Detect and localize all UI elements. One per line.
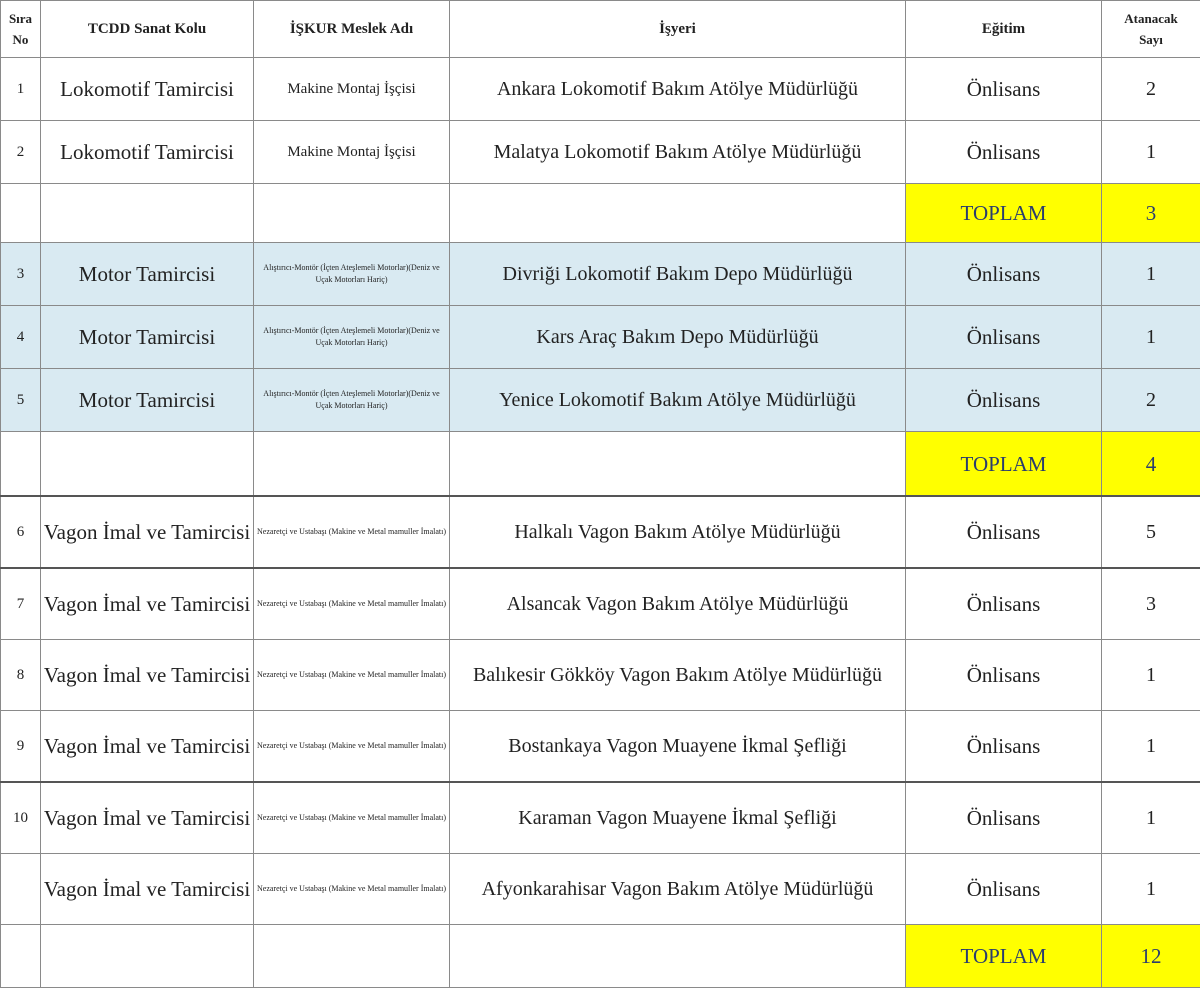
row-sanat-kolu: Vagon İmal ve Tamircisi xyxy=(41,782,254,854)
row-meslek-adi: Nezaretçi ve Ustabaşı (Makine ve Metal mamuller İmalatı) xyxy=(254,711,450,783)
row-meslek-adi: Nezaretçi ve Ustabaşı (Makine ve Metal mamuller İmalatı) xyxy=(254,854,450,925)
row-sanat-kolu: Vagon İmal ve Tamircisi xyxy=(41,496,254,568)
row-egitim: Önlisans xyxy=(906,58,1102,121)
row-isyeri: Kars Araç Bakım Depo Müdürlüğü xyxy=(450,306,906,369)
empty-cell xyxy=(254,925,450,988)
empty-cell xyxy=(254,432,450,497)
row-isyeri: Ankara Lokomotif Bakım Atölye Müdürlüğü xyxy=(450,58,906,121)
table-row xyxy=(1,369,1200,432)
table-row xyxy=(1,496,1200,568)
row-egitim: Önlisans xyxy=(906,640,1102,711)
header-meslek-adi: İŞKUR Meslek Adı xyxy=(254,1,450,58)
row-no: 5 xyxy=(1,369,41,432)
row-egitim: Önlisans xyxy=(906,782,1102,854)
row-no: 2 xyxy=(1,121,41,184)
row-isyeri: Halkalı Vagon Bakım Atölye Müdürlüğü xyxy=(450,496,906,568)
header-atanacak-sayi: Atanacak Sayı xyxy=(1102,1,1200,58)
row-isyeri: Alsancak Vagon Bakım Atölye Müdürlüğü xyxy=(450,568,906,640)
row-sayi: 1 xyxy=(1102,121,1200,184)
row-egitim: Önlisans xyxy=(906,306,1102,369)
row-isyeri: Malatya Lokomotif Bakım Atölye Müdürlüğü xyxy=(450,121,906,184)
row-no: 8 xyxy=(1,640,41,711)
row-no: 9 xyxy=(1,711,41,783)
row-sanat-kolu: Motor Tamircisi xyxy=(41,306,254,369)
row-no xyxy=(1,854,41,925)
row-egitim: Önlisans xyxy=(906,121,1102,184)
empty-cell xyxy=(254,184,450,243)
empty-cell xyxy=(41,184,254,243)
table-row xyxy=(1,711,1200,783)
table-row xyxy=(1,306,1200,369)
row-meslek-adi: Alıştırıcı-Montör (İçten Ateşlemeli Motorlar)(Deniz ve Uçak Motorları Hariç) xyxy=(254,369,450,432)
row-no: 10 xyxy=(1,782,41,854)
row-sayi: 1 xyxy=(1102,782,1200,854)
row-sayi: 3 xyxy=(1102,568,1200,640)
row-sanat-kolu: Motor Tamircisi xyxy=(41,369,254,432)
row-isyeri: Bostankaya Vagon Muayene İkmal Şefliği xyxy=(450,711,906,783)
table-row xyxy=(1,782,1200,854)
row-isyeri: Afyonkarahisar Vagon Bakım Atölye Müdürlüğü xyxy=(450,854,906,925)
row-sayi: 1 xyxy=(1102,306,1200,369)
table-row xyxy=(1,121,1200,184)
row-sayi: 5 xyxy=(1102,496,1200,568)
empty-cell xyxy=(1,432,41,497)
row-isyeri: Yenice Lokomotif Bakım Atölye Müdürlüğü xyxy=(450,369,906,432)
row-sanat-kolu: Vagon İmal ve Tamircisi xyxy=(41,568,254,640)
row-no: 3 xyxy=(1,243,41,306)
total-label: TOPLAM xyxy=(906,184,1102,243)
row-no: 6 xyxy=(1,496,41,568)
table-row xyxy=(1,640,1200,711)
row-sanat-kolu: Vagon İmal ve Tamircisi xyxy=(41,640,254,711)
row-egitim: Önlisans xyxy=(906,243,1102,306)
row-isyeri: Divriği Lokomotif Bakım Depo Müdürlüğü xyxy=(450,243,906,306)
header-isyeri: İşyeri xyxy=(450,1,906,58)
row-sanat-kolu: Vagon İmal ve Tamircisi xyxy=(41,854,254,925)
row-egitim: Önlisans xyxy=(906,854,1102,925)
total-row xyxy=(1,432,1200,497)
row-isyeri: Karaman Vagon Muayene İkmal Şefliği xyxy=(450,782,906,854)
row-meslek-adi: Makine Montaj İşçisi xyxy=(254,58,450,121)
row-no: 1 xyxy=(1,58,41,121)
total-label: TOPLAM xyxy=(906,925,1102,988)
empty-cell xyxy=(450,184,906,243)
row-sayi: 1 xyxy=(1102,854,1200,925)
row-egitim: Önlisans xyxy=(906,369,1102,432)
row-sayi: 2 xyxy=(1102,369,1200,432)
empty-cell xyxy=(41,925,254,988)
total-label: TOPLAM xyxy=(906,432,1102,497)
row-sayi: 1 xyxy=(1102,640,1200,711)
row-sanat-kolu: Motor Tamircisi xyxy=(41,243,254,306)
empty-cell xyxy=(1,925,41,988)
row-meslek-adi: Makine Montaj İşçisi xyxy=(254,121,450,184)
header-row xyxy=(1,1,1200,58)
table-row xyxy=(1,243,1200,306)
total-value: 3 xyxy=(1102,184,1200,243)
row-no: 7 xyxy=(1,568,41,640)
row-sanat-kolu: Vagon İmal ve Tamircisi xyxy=(41,711,254,783)
row-isyeri: Balıkesir Gökköy Vagon Bakım Atölye Müdürlüğü xyxy=(450,640,906,711)
total-value: 12 xyxy=(1102,925,1200,988)
row-egitim: Önlisans xyxy=(906,711,1102,783)
row-meslek-adi: Nezaretçi ve Ustabaşı (Makine ve Metal mamuller İmalatı) xyxy=(254,568,450,640)
table-row xyxy=(1,568,1200,640)
total-value: 4 xyxy=(1102,432,1200,497)
row-meslek-adi: Nezaretçi ve Ustabaşı (Makine ve Metal mamuller İmalatı) xyxy=(254,640,450,711)
empty-cell xyxy=(1,184,41,243)
row-meslek-adi: Nezaretçi ve Ustabaşı (Makine ve Metal mamuller İmalatı) xyxy=(254,782,450,854)
row-sayi: 2 xyxy=(1102,58,1200,121)
table-row xyxy=(1,58,1200,121)
row-sayi: 1 xyxy=(1102,711,1200,783)
empty-cell xyxy=(41,432,254,497)
empty-cell xyxy=(450,432,906,497)
header-sira-no: Sıra No xyxy=(1,1,41,58)
row-meslek-adi: Alıştırıcı-Montör (İçten Ateşlemeli Motorlar)(Deniz ve Uçak Motorları Hariç) xyxy=(254,306,450,369)
row-meslek-adi: Nezaretçi ve Ustabaşı (Makine ve Metal mamuller İmalatı) xyxy=(254,496,450,568)
row-no: 4 xyxy=(1,306,41,369)
row-sayi: 1 xyxy=(1102,243,1200,306)
header-sanat-kolu: TCDD Sanat Kolu xyxy=(41,1,254,58)
row-sanat-kolu: Lokomotif Tamircisi xyxy=(41,58,254,121)
total-row xyxy=(1,925,1200,988)
total-row xyxy=(1,184,1200,243)
header-egitim: Eğitim xyxy=(906,1,1102,58)
row-egitim: Önlisans xyxy=(906,568,1102,640)
empty-cell xyxy=(450,925,906,988)
table-row xyxy=(1,854,1200,925)
row-meslek-adi: Alıştırıcı-Montör (İçten Ateşlemeli Motorlar)(Deniz ve Uçak Motorları Hariç) xyxy=(254,243,450,306)
row-sanat-kolu: Lokomotif Tamircisi xyxy=(41,121,254,184)
row-egitim: Önlisans xyxy=(906,496,1102,568)
